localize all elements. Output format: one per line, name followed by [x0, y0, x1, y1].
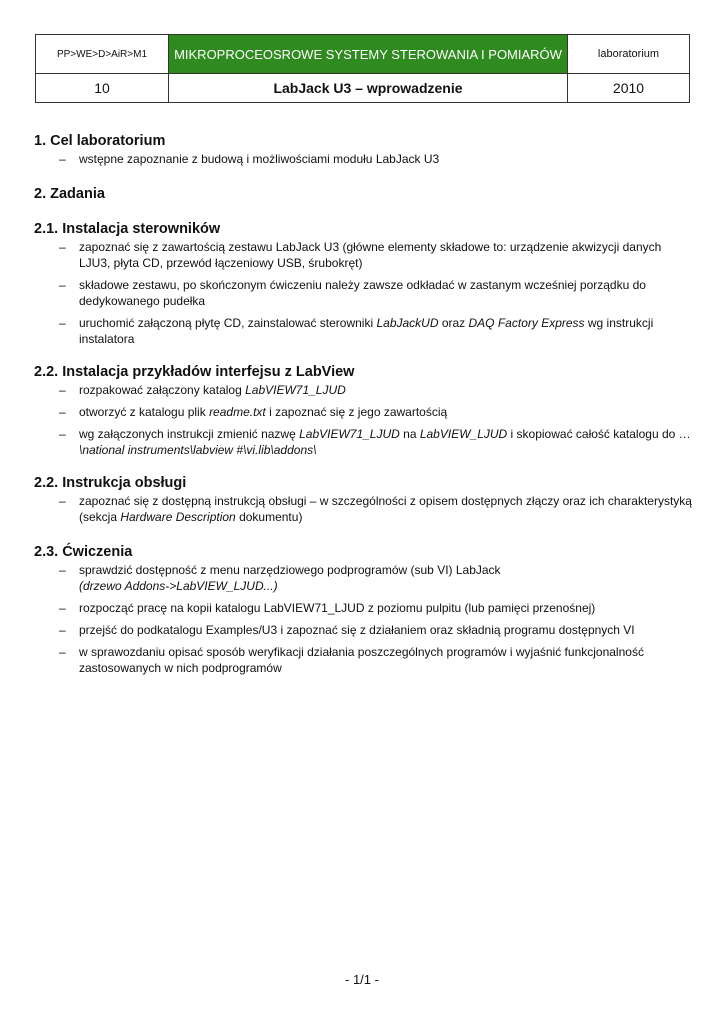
section-list: [34, 151, 694, 167]
list-item: – przejść do podkatalogu Examples/U3 i zapoznać się z działaniem oraz składnią programu dostępnych VI: [59, 623, 635, 637]
section-heading: 2.1. Instalacja sterowników: [34, 221, 221, 237]
list-item: – zapoznać się z zawartością zestawu LabJack U3 (główne elementy składowe to: urządzenie akwizycji danych LJU3, płyta CD, przewód łączeniowy USB, śrubokręt): [59, 240, 662, 270]
section-list: [34, 239, 694, 347]
bullet-dash: –: [59, 152, 66, 166]
course-code: PP>WE>D>AiR>M1: [36, 35, 169, 74]
list-item: – sprawdzić dostępność z menu narzędziowego podprogramów (sub VI) LabJack (drzewo Addons->LabVIEW_LJUD...): [59, 563, 501, 593]
section-heading: 2.2. Instrukcja obsługi: [34, 475, 187, 491]
bullet-dash: –: [59, 645, 66, 659]
section-list: [34, 382, 694, 458]
bullet-dash: –: [59, 405, 66, 419]
list-item: – uruchomić załączoną płytę CD, zainstalować sterowniki LabJackUD oraz DAQ Factory Express wg instrukcji instalatora: [59, 316, 654, 346]
section-heading: 2.3. Ćwiczenia: [34, 544, 133, 560]
bullet-dash: –: [59, 383, 66, 397]
list-item: – otworzyć z katalogu plik readme.txt i zapoznać się z jego zawartością: [59, 405, 448, 419]
section-heading: 2. Zadania: [34, 186, 105, 202]
document-header: [35, 34, 690, 103]
list-item: – wstępne zapoznanie z budową i możliwościami modułu LabJack U3: [59, 152, 440, 166]
section-list: [34, 493, 694, 525]
list-item: – rozpakować załączony katalog LabVIEW71_LJUD: [59, 383, 346, 397]
section-heading: 1. Cel laboratorium: [34, 133, 166, 149]
course-title: MIKROPROCEOSROWE SYSTEMY STEROWANIA I POMIARÓW: [169, 35, 568, 74]
year: 2010: [568, 74, 690, 103]
section-heading: 2.2. Instalacja przykładów interfejsu z LabView: [34, 364, 355, 380]
bullet-dash: –: [59, 494, 66, 508]
bullet-dash: –: [59, 427, 66, 441]
bullet-dash: –: [59, 601, 66, 615]
bullet-dash: –: [59, 316, 66, 330]
list-item: – składowe zestawu, po skończonym ćwiczeniu należy zawsze odkładać w zastanym wcześniej porządku do dedykowanego pudełka: [59, 278, 646, 308]
bullet-dash: –: [59, 240, 66, 254]
bullet-dash: –: [59, 563, 66, 577]
lab-subject: LabJack U3 – wprowadzenie: [169, 74, 568, 103]
list-item: – zapoznać się z dostępną instrukcją obsługi – w szczególności z opisem dostępnych złączy oraz ich charakterystyką (sekcja Hardware Description dokumentu): [59, 494, 692, 524]
document-body: [34, 131, 694, 676]
list-item: – w sprawozdaniu opisać sposób weryfikacji działania poszczególnych programów i wyjaśnić funkcjonalność zastosowanych w nich podprogramów: [59, 645, 644, 675]
bullet-dash: –: [59, 623, 66, 637]
class-type: laboratorium: [568, 35, 690, 74]
list-item: – wg załączonych instrukcji zmienić nazwę LabVIEW71_LJUD na LabVIEW_LJUD i skopiować całość katalogu do …\national instruments\labview #\vi.lib\addons\: [59, 427, 691, 457]
bullet-dash: –: [59, 278, 66, 292]
section-list: [34, 562, 694, 676]
lab-number: 10: [36, 74, 169, 103]
list-item: – rozpocząć pracę na kopii katalogu LabVIEW71_LJUD z poziomu pulpitu (lub pamięci przenośnej): [59, 601, 596, 615]
page-number: - 1/1 -: [345, 972, 379, 987]
